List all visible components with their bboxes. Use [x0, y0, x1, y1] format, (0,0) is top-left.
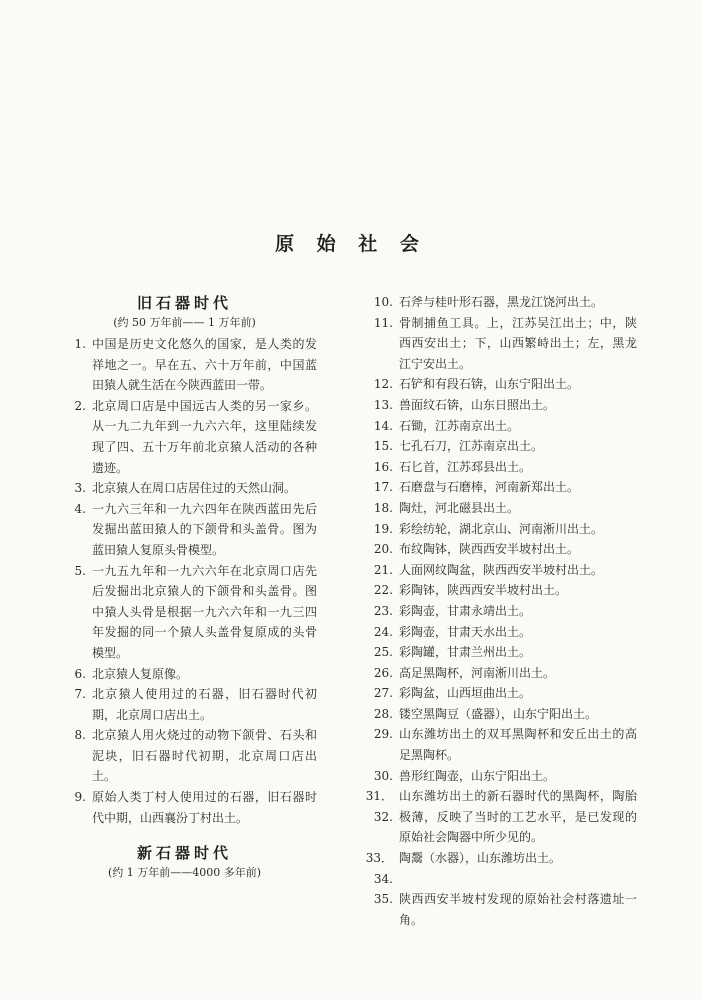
right-column — [357, 292, 637, 930]
caption-number: 12. — [373, 377, 393, 392]
caption-text: 高足黑陶杯，河南淅川出土。 — [399, 665, 556, 680]
caption-list-neolithic — [357, 292, 637, 930]
caption-item — [357, 498, 637, 519]
caption-item — [52, 664, 317, 685]
caption-number: 18. — [373, 500, 393, 515]
section-title-paleolithic: 旧石器时代 — [136, 294, 232, 312]
caption-text: 彩陶罐，甘肃兰州出土。 — [399, 645, 532, 660]
section-title-neolithic: 新石器时代 — [136, 844, 232, 863]
caption-item — [357, 292, 637, 313]
caption-text: 一九五九年和一九六六年在北京周口店先后发掘出北京猿人的下颌骨和头盖骨。图中猿人头骨是根据一九六六年和一九三四年发掘的同一个猿人头盖骨复原成的头骨模型。 — [92, 563, 317, 660]
caption-text: 七孔石刀，江苏南京出土。 — [399, 439, 544, 454]
caption-item — [357, 580, 637, 601]
caption-item — [357, 416, 637, 437]
caption-number: 13. — [373, 397, 393, 412]
caption-text: 布纹陶钵，陕西西安半坡村出土。 — [399, 542, 580, 557]
caption-item — [52, 499, 317, 561]
caption-number: 25. — [373, 645, 393, 660]
section-subtitle-paleolithic: (约 50 万年前—— 1 万年前) — [113, 316, 256, 329]
caption-number: 5. — [74, 563, 86, 578]
caption-number: 23. — [373, 603, 393, 618]
caption-item — [357, 889, 637, 930]
caption-item — [357, 786, 637, 848]
caption-text: 陶灶，河北磁县出土。 — [399, 500, 520, 515]
caption-number: 6. — [74, 666, 86, 681]
caption-text: 北京周口店是中国远古人类的另一家乡。从一九二九年到一九六六年，这里陆续发现了四、五十万年前北京猿人活动的各种遗迹。 — [92, 398, 317, 475]
caption-text: 陶鬶（水器），山东潍坊出土。 — [399, 851, 562, 866]
caption-number: 9. — [74, 790, 86, 805]
caption-number: 11. — [373, 315, 393, 330]
caption-item — [357, 642, 637, 663]
caption-item — [357, 601, 637, 622]
caption-number: 33．34. — [365, 851, 393, 886]
caption-item — [52, 396, 317, 478]
caption-number: 29. — [373, 727, 393, 742]
caption-text: 骨制捕鱼工具。上，江苏吴江出土；中，陕西西安出土；下，山西繁峙出土；左，黑龙江宁安出土。 — [399, 315, 637, 371]
caption-text: 彩陶钵，陕西西安半坡村出土。 — [399, 583, 568, 598]
caption-number: 26. — [373, 665, 393, 680]
caption-text: 石铲和有段石锛，山东宁阳出土。 — [399, 377, 580, 392]
caption-item — [52, 787, 317, 828]
caption-text: 兽形红陶壶，山东宁阳出土。 — [399, 768, 556, 783]
caption-item — [357, 704, 637, 725]
caption-text: 一九六三年和一九六四年在陕西蓝田先后发掘出蓝田猿人的下颌骨和头盖骨。图为蓝田猿人复原头骨模型。 — [92, 501, 317, 557]
caption-text: 石匕首，江苏邳县出土。 — [399, 459, 532, 474]
caption-text: 彩陶壶，甘肃天水出土。 — [399, 624, 532, 639]
caption-item — [357, 374, 637, 395]
caption-number: 22. — [373, 583, 393, 598]
caption-text: 北京猿人复原像。 — [92, 666, 189, 681]
caption-item — [357, 539, 637, 560]
caption-number: 14. — [373, 418, 393, 433]
caption-item — [357, 766, 637, 787]
left-column — [52, 292, 317, 884]
caption-text: 山东潍坊出土的新石器时代的黑陶杯，陶胎极薄，反映了当时的工艺水平，是已发现的原始社会陶器中所少见的。 — [399, 789, 637, 845]
caption-number: 15. — [373, 439, 393, 454]
caption-text: 彩陶壶，甘肃永靖出土。 — [399, 603, 532, 618]
caption-number: 2. — [74, 398, 86, 413]
caption-text: 镂空黑陶豆（盛器），山东宁阳出土。 — [399, 706, 598, 721]
caption-number: 10. — [373, 295, 393, 309]
caption-text: 原始人类丁村人使用过的石器，旧石器时代中期，山西襄汾丁村出土。 — [92, 790, 317, 825]
caption-number: 24. — [373, 624, 393, 639]
caption-text: 陕西西安半坡村发现的原始社会村落遗址一角。 — [399, 892, 637, 927]
caption-item — [357, 683, 637, 704]
caption-text: 石磨盘与石磨棒，河南新郑出土。 — [399, 480, 580, 495]
caption-number: 21. — [373, 562, 393, 577]
caption-number: 17. — [373, 480, 393, 495]
caption-item — [357, 457, 637, 478]
caption-item — [52, 334, 317, 396]
caption-item — [357, 313, 637, 375]
caption-text: 彩陶盆，山西垣曲出土。 — [399, 686, 532, 701]
caption-number: 1. — [74, 337, 86, 351]
caption-number: 7. — [74, 687, 86, 702]
caption-text: 山东潍坊出土的双耳黑陶杯和安丘出土的高足黑陶杯。 — [399, 727, 637, 763]
caption-number: 20. — [373, 542, 393, 557]
page-title: 原 始 社 会 — [275, 233, 427, 255]
caption-item — [52, 725, 317, 787]
caption-number: 3. — [74, 481, 86, 496]
caption-text: 北京猿人在周口店居住过的天然山洞。 — [92, 481, 297, 496]
caption-text: 彩绘纺轮，湖北京山、河南淅川出土。 — [399, 521, 604, 536]
caption-number: 8. — [74, 728, 86, 743]
caption-item — [357, 560, 637, 581]
caption-item — [52, 561, 317, 664]
caption-number: 27. — [373, 686, 393, 701]
caption-number: 19. — [373, 521, 393, 536]
caption-item — [357, 519, 637, 540]
caption-number: 35. — [373, 892, 393, 907]
caption-item — [52, 684, 317, 725]
caption-text: 石锄，江苏南京出土。 — [399, 418, 520, 433]
caption-number: 30. — [373, 768, 393, 783]
caption-text: 石斧与桂叶形石器，黑龙江饶河出土。 — [399, 295, 604, 309]
section-subtitle-neolithic: (约 1 万年前——4000 多年前) — [107, 866, 262, 880]
caption-item — [357, 848, 637, 889]
caption-item — [357, 622, 637, 643]
caption-text: 中国是历史文化悠久的国家，是人类的发祥地之一。早在五、六十万年前，中国蓝田猿人就生活在今陕西蓝田一带。 — [92, 337, 317, 393]
caption-text: 人面网纹陶盆，陕西西安半坡村出土。 — [399, 562, 604, 577]
caption-item — [357, 663, 637, 684]
caption-number: 16. — [373, 459, 393, 474]
caption-number: 28. — [373, 706, 393, 721]
caption-item — [52, 478, 317, 499]
caption-number: 31．32. — [365, 789, 393, 824]
caption-list-paleolithic — [52, 334, 317, 828]
caption-text: 北京猿人用火烧过的动物下颌骨、石头和泥块，旧石器时代初期，北京周口店出土。 — [92, 728, 317, 784]
caption-item — [357, 436, 637, 457]
caption-item — [357, 477, 637, 498]
caption-item — [357, 724, 637, 765]
caption-text: 兽面纹石锛，山东日照出土。 — [399, 397, 556, 412]
caption-text: 北京猿人使用过的石器，旧石器时代初期，北京周口店出土。 — [92, 687, 317, 722]
caption-number: 4. — [74, 501, 86, 516]
caption-item — [357, 395, 637, 416]
